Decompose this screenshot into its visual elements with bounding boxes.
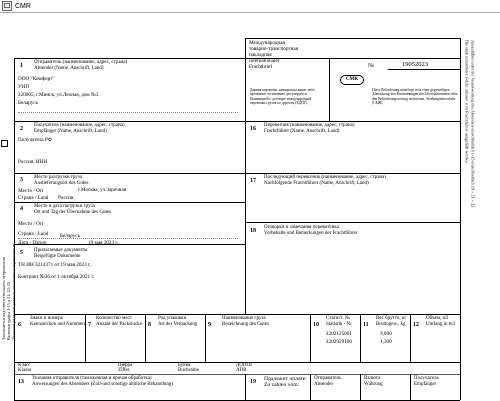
- sender-code: УНП: [18, 84, 30, 90]
- loading-country-label: Страна / Land: [18, 231, 49, 237]
- box-19-label-de: Zu zahlen vom:: [264, 382, 300, 388]
- class-label-ru: Класс: [18, 363, 31, 368]
- box-16-label-de: Frachtführer (Name, Anschrift, Land): [264, 129, 340, 134]
- box-17-label-de: Nachfolgende Frachtführer (Name, Anschrift, Land): [264, 181, 369, 186]
- sender-name: ООО "Комфорт": [18, 76, 55, 82]
- box-16-label-ru: Перевозчик (наименование, адрес, страна): [264, 123, 355, 128]
- col-8-de: Art der Verpackung: [158, 322, 198, 327]
- box-5-label-de: Beigefügte Dokumente: [34, 254, 81, 259]
- digit-label-ru: Цифра: [118, 363, 133, 368]
- box-2-label-ru: Получатель (наименование, адрес, страна): [34, 123, 125, 128]
- col-8-number: 8: [148, 322, 151, 328]
- pay-receiver-de: Empfänger: [414, 382, 437, 387]
- letter-label-de: Buchstabe: [178, 368, 199, 373]
- col-12-de: Umfang in m3: [426, 322, 456, 327]
- delivery-place-label: Место / Ort: [18, 188, 44, 194]
- pay-sender-ru: Отправитель: [314, 376, 342, 381]
- box-3-number: 3: [20, 177, 23, 183]
- adr-label-de: ADR: [236, 368, 247, 373]
- goods-row-2-weight: 1,300: [380, 339, 392, 345]
- box-1-label-de: Absender (Name, Anschrift, Land): [34, 66, 104, 71]
- header-line-5: Frachtbrief: [249, 64, 273, 70]
- window-app-icon: [2, 1, 12, 11]
- header-left-note: Данная перевозка, невзирая на какое-либо противное соглашение, регулируется Конвенцией о договоре международной перевозки грузов по дорогам (КДПГ).: [250, 88, 315, 105]
- box-2-label-de: Empfänger (Name, Anschrift, Land): [34, 129, 107, 134]
- goods-row-1-stat: 4202125001: [326, 331, 352, 337]
- box-18-number: 18: [250, 228, 256, 234]
- col-8-ru: Род упаковки: [158, 316, 187, 321]
- col-6-de: Kennzeichen und Nummern: [30, 322, 87, 327]
- header-line-1: Международная: [249, 40, 285, 46]
- pay-receiver-ru: Получатель: [414, 376, 439, 381]
- box-16-number: 16: [250, 126, 256, 132]
- sender-country: Беларусь: [18, 100, 38, 106]
- col-9-ru: Наименование груза: [222, 316, 266, 321]
- box-19-number: 19: [250, 379, 256, 385]
- box-3-label-de: Auslieferungsort des Gutes: [34, 181, 89, 186]
- box-5-label-ru: Прилагаемые документы: [34, 248, 88, 253]
- col-6-number: 6: [18, 322, 21, 328]
- header-line-3: накладная: [249, 52, 272, 58]
- sender-address: 220005, г.Минск, ул.Леоная, дом №3: [18, 92, 99, 98]
- goods-row-2-stat: 4202929100: [326, 339, 352, 345]
- consignee-country: Россия, ИНН: [18, 159, 48, 165]
- adr-label-ru: ДОПОГ: [236, 363, 254, 368]
- documents-line: ТН ИН 3214371 от 19 мая 2023 г.: [18, 262, 91, 268]
- left-edge-marker: [1, 140, 8, 147]
- col-12-ru: Объем, м3: [426, 316, 449, 321]
- delivery-country-label: Страна / Land: [18, 195, 49, 201]
- box-1-label-ru: Отправитель (наименование, адрес, страна): [34, 60, 128, 65]
- col-10-de: Statistik - Nr: [326, 322, 352, 327]
- box-19-label-ru: Подлежит оплате:: [264, 376, 307, 382]
- box-4-label-de: Ort und Tag der Übernahme des Gutes: [34, 210, 112, 215]
- box-17-number: 17: [250, 178, 256, 184]
- col-6-ru: Знаки и номера: [30, 316, 63, 321]
- box-2-number: 2: [20, 126, 23, 132]
- loading-date-label: Дата / Datum: [18, 240, 47, 246]
- box-4-number: 4: [20, 206, 23, 212]
- window-titlebar: [0, 0, 500, 13]
- pay-currency-de: Währung: [364, 382, 383, 387]
- loading-country-value: Беларусь: [60, 233, 80, 239]
- col-7-ru: Количество мест: [96, 316, 132, 321]
- col-10-ru: Статист. №: [326, 316, 350, 321]
- header-line-4: Internationaler: [249, 58, 280, 64]
- loading-date-value: 19 мая 2023 г.: [88, 240, 119, 246]
- class-label-de: Klasse: [18, 368, 32, 373]
- right-side-note-2: Auszufüllen unter der Verantwortung des Absenders einschließlich 1-15 einschließlich 19 + 21 + 22: [470, 40, 476, 208]
- box-13-label-de: Anweisungen des Absenders (Zoll-und sonstige amtliche Behandlung): [32, 382, 174, 387]
- number-label: №: [368, 63, 374, 69]
- col-10-number: 10: [313, 322, 319, 328]
- pay-sender-de: Absender: [314, 382, 334, 387]
- goods-row-1-weight: 9,000: [380, 331, 392, 337]
- box-13-label-ru: Указания отправителя (таможенная и прочая обработка): [32, 376, 152, 381]
- loading-place-label: Место / Ort: [18, 221, 44, 227]
- box-3-label-ru: Место разгрузки груза: [34, 175, 83, 180]
- header-line-2: товарно-транспортная: [249, 46, 299, 52]
- left-side-note-2: Включая графы 1-15 и 21; 22; 23: [6, 281, 11, 340]
- delivery-country-value: Россия: [58, 195, 74, 201]
- cmr-number: 19052023: [402, 61, 428, 68]
- contract-line: Контракт №36 от 1 октября 2021 г.: [18, 274, 95, 280]
- col-11-de: Bruttogew., kg: [376, 322, 406, 327]
- cmr-badge: CMR: [340, 75, 364, 85]
- col-12-number: 12: [413, 322, 419, 328]
- digit-label-de: Ziffer: [118, 368, 130, 373]
- col-7-de: Anzahl der Packstucke: [96, 322, 142, 327]
- right-side-note-1: Die stark umrandeten Felder müssen vom Frachtführer ausgefüllt werden: [464, 40, 470, 163]
- header-right-note: Diese Beförderung unterliegt trotz einer gegenteiligen Abmachung den Bestimmungen des Übereinkommens über den Beförderungsvertrag im internat. Straßengüterverkehr (CMR).: [372, 88, 458, 105]
- box-18-label-ru: Оговорки и замечания перевозчика: [264, 225, 339, 230]
- left-side-note-1: Заполняется под ответственность отправителя: [1, 257, 6, 340]
- col-11-number: 11: [363, 322, 369, 328]
- box-4-label-ru: Место и дата погрузки груза: [34, 204, 95, 209]
- consignee-name: Получатель РФ: [18, 137, 52, 143]
- letter-label-ru: Буква: [178, 363, 191, 368]
- pay-currency-ru: Валюта: [364, 376, 381, 381]
- delivery-place-value: г.Москва, ул.Заречная: [78, 187, 127, 193]
- box-18-label-de: Vorbehalte und Bemerkungen der Frachtführer: [264, 231, 358, 236]
- window-title: CMR: [15, 2, 31, 10]
- col-9-de: Bezeichnung des Gutes: [222, 322, 269, 327]
- col-9-number: 9: [208, 322, 211, 328]
- box-17-label-ru: Последующий перевозчик (наименование, адрес, страна): [264, 175, 386, 180]
- box-1-number: 1: [20, 63, 23, 69]
- col-11-ru: Вес брутто, кг: [376, 316, 407, 321]
- box-5-number: 5: [20, 250, 23, 256]
- box-13-number: 13: [18, 379, 24, 385]
- col-7-number: 7: [88, 322, 91, 328]
